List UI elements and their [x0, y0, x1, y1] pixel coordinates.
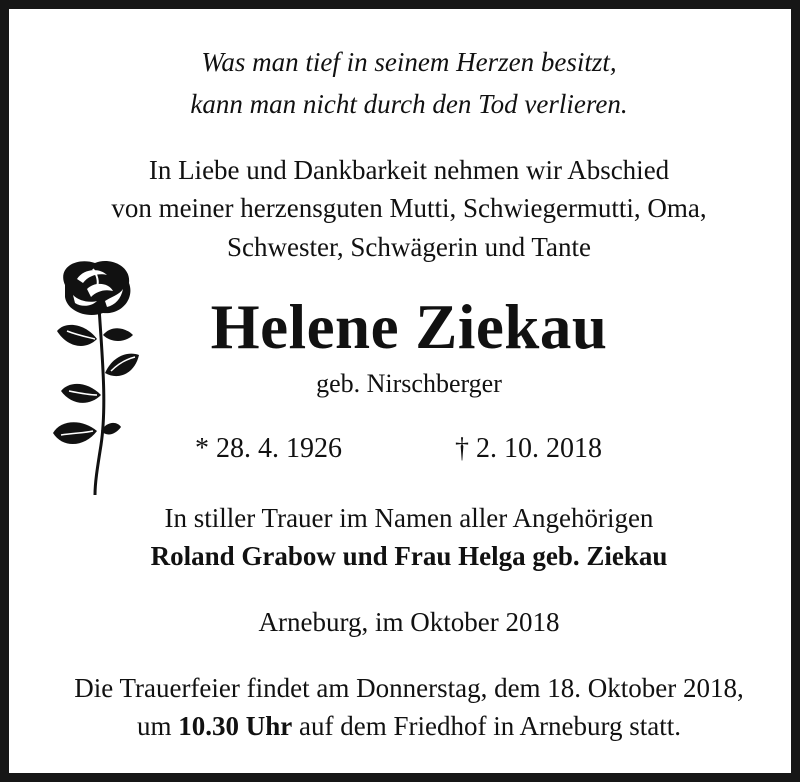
intro-line-2: von meiner herzensguten Mutti, Schwiegermutti, Oma,	[111, 193, 707, 223]
place-date: Arneburg, im Oktober 2018	[258, 607, 560, 637]
deceased-name: Helene Ziekau	[210, 292, 608, 362]
funeral-time: 10.30 Uhr	[178, 711, 293, 741]
intro-line-3: Schwester, Schwägerin und Tante	[227, 232, 591, 262]
funeral-line-2-pre: um	[137, 711, 179, 741]
mourners-line: In stiller Trauer im Namen aller Angehörigen	[164, 503, 654, 533]
mourners-names: Roland Grabow und Frau Helga geb. Ziekau	[150, 541, 668, 571]
quote-line-2: kann man nicht durch den Tod verlieren.	[190, 89, 628, 119]
quote-line-1: Was man tief in seinem Herzen besitzt,	[201, 47, 617, 77]
intro-line-1: In Liebe und Dankbarkeit nehmen wir Abschied	[148, 155, 670, 185]
birth-date: * 28. 4. 1926	[195, 433, 342, 464]
death-date: † 2. 10. 2018	[455, 433, 602, 464]
funeral-line-2	[9, 711, 800, 742]
maiden-name: geb. Nirschberger	[316, 369, 502, 398]
funeral-line-1: Die Trauerfeier findet am Donnerstag, dem 18. Oktober 2018,	[74, 673, 744, 703]
funeral-line-2-post: auf dem Friedhof in Arneburg statt.	[292, 711, 681, 741]
